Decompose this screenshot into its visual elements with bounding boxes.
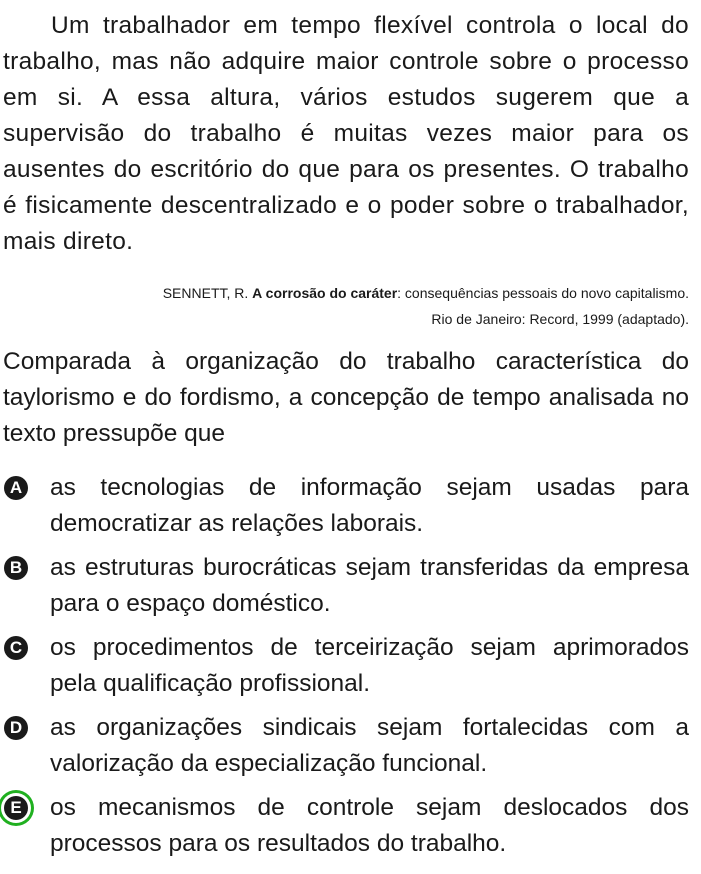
option-e[interactable] [3, 790, 689, 862]
source-publication: Rio de Janeiro: Record, 1999 (adaptado). [431, 311, 689, 327]
option-c-letter-badge: C [4, 636, 28, 660]
question-stem: Comparada à organização do trabalho característica do taylorismo e do fordismo, a concepção de tempo analisada no texto pressupõe que [3, 348, 689, 447]
option-b-text: as estruturas burocráticas sejam transferidas da empresa para o espaço doméstico. [50, 554, 689, 617]
source-citation [3, 280, 689, 332]
answer-options [3, 470, 689, 862]
option-b-letter-badge: B [4, 556, 28, 580]
source-title: A corrosão do caráter [252, 285, 398, 301]
question-page [3, 8, 689, 870]
option-a-text: as tecnologias de informação sejam usadas para democratizar as relações laborais. [50, 474, 689, 537]
option-d[interactable] [3, 710, 689, 782]
source-author: SENNETT, R. [162, 285, 253, 301]
source-subtitle: : consequências pessoais do novo capitalismo. [397, 285, 689, 301]
option-d-letter-badge: D [4, 716, 28, 740]
option-c-text: os procedimentos de terceirização sejam aprimorados pela qualificação profissional. [50, 634, 689, 697]
option-a[interactable] [3, 470, 689, 542]
option-d-text: as organizações sindicais sejam fortalecidas com a valorização da especialização funcional. [50, 714, 689, 777]
option-b[interactable] [3, 550, 689, 622]
option-e-text: os mecanismos de controle sejam deslocados dos processos para os resultados do trabalho. [50, 794, 689, 857]
option-e-letter-badge: E [4, 796, 28, 820]
passage-text: Um trabalhador em tempo flexível controla o local do trabalho, mas não adquire maior controle sobre o processo em si. A essa altura, vários estudos sugerem que a supervisão do trabalho é muitas vezes maior para os ausentes do escritório do que para os presentes. O trabalho é fisicamente descentralizado e o poder sobre o trabalhador, mais direto. [3, 12, 689, 255]
source-line-1 [3, 280, 689, 306]
option-c[interactable] [3, 630, 689, 702]
option-a-letter-badge: A [4, 476, 28, 500]
